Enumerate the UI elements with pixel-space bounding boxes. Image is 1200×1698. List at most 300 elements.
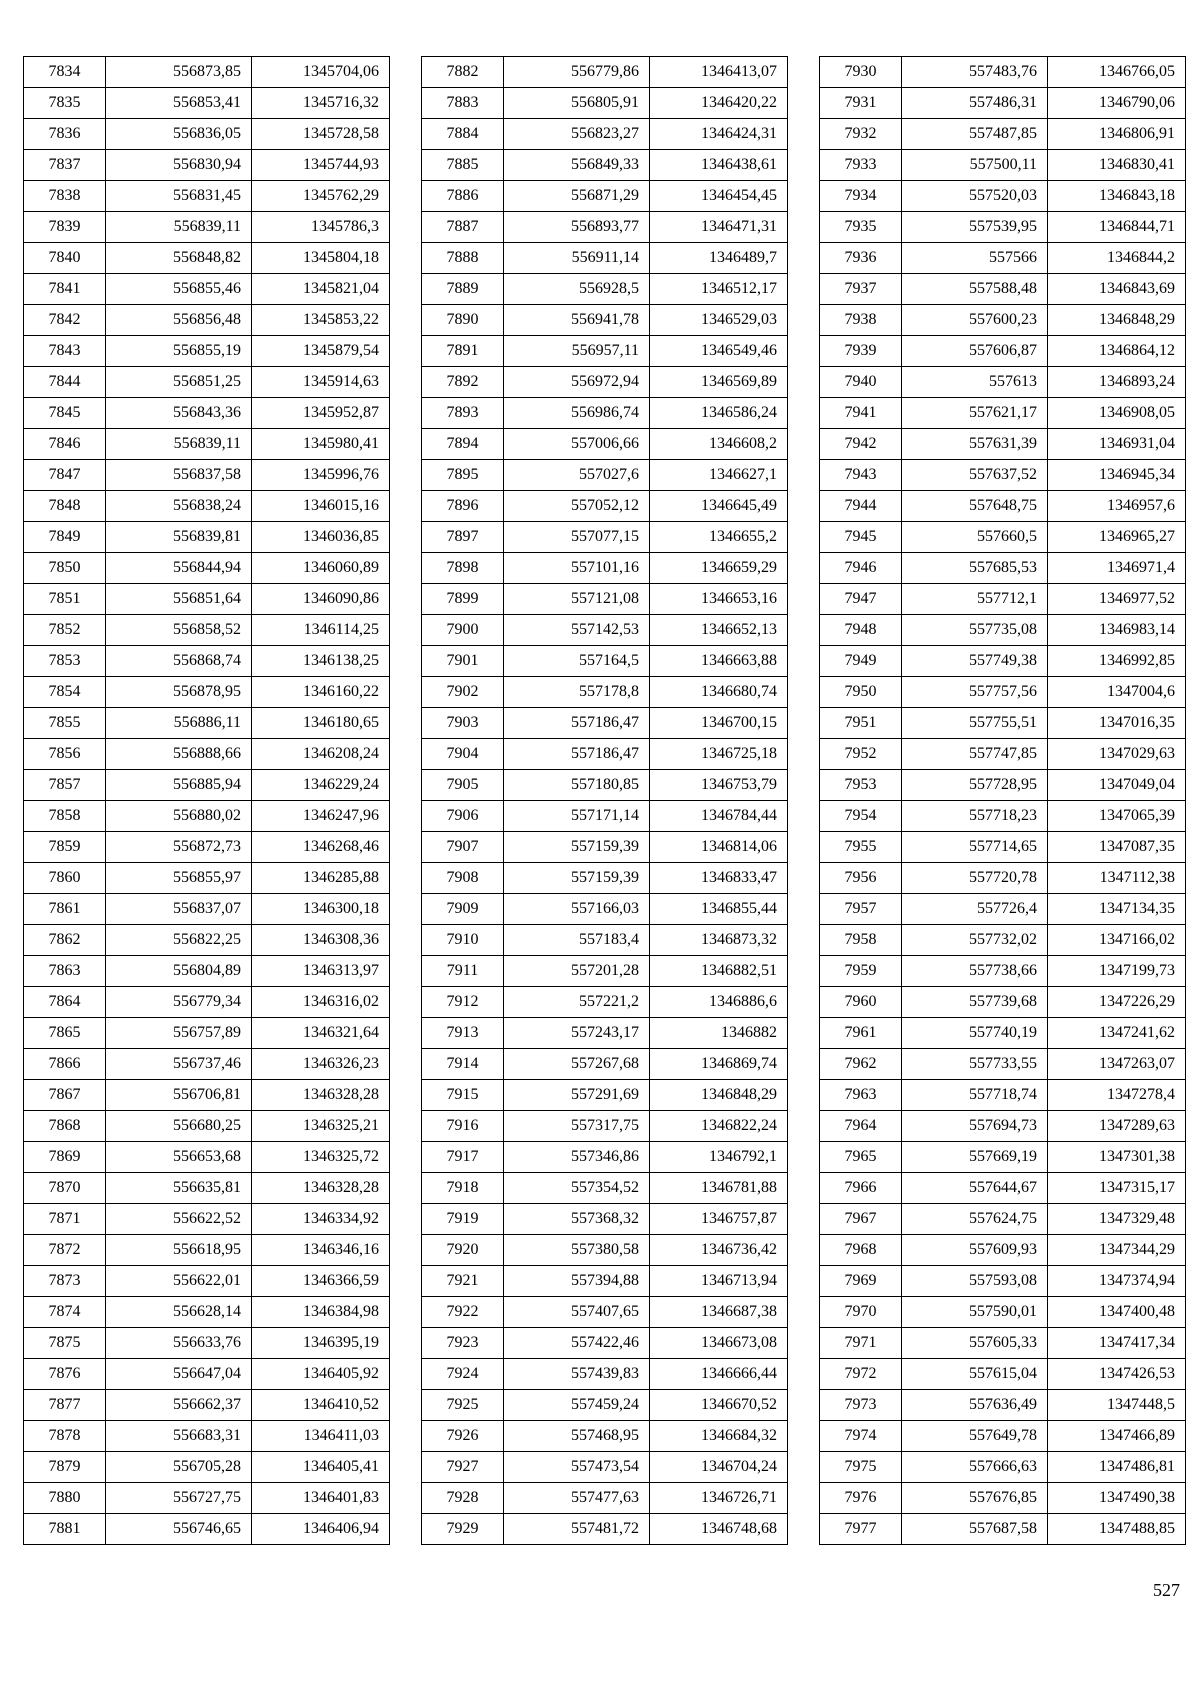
y-coordinate-cell: 1346843,18 (1048, 181, 1186, 212)
point-id-cell: 7954 (820, 801, 902, 832)
table-row (422, 212, 788, 243)
y-coordinate-cell: 1346822,24 (650, 1111, 788, 1142)
y-coordinate-cell: 1346957,6 (1048, 491, 1186, 522)
point-id-cell: 7876 (24, 1359, 106, 1390)
table-row (820, 1142, 1186, 1173)
table-row (24, 274, 390, 305)
point-id-cell: 7970 (820, 1297, 902, 1328)
point-id-cell: 7942 (820, 429, 902, 460)
y-coordinate-cell: 1346844,2 (1048, 243, 1186, 274)
table-row (422, 460, 788, 491)
x-coordinate-cell: 557477,63 (504, 1483, 650, 1514)
table-row (820, 1111, 1186, 1142)
point-id-cell: 7835 (24, 88, 106, 119)
point-id-cell: 7858 (24, 801, 106, 832)
x-coordinate-cell: 556853,41 (106, 88, 252, 119)
y-coordinate-cell: 1346687,38 (650, 1297, 788, 1328)
x-coordinate-cell: 557666,63 (902, 1452, 1048, 1483)
table-row (24, 770, 390, 801)
x-coordinate-cell: 557718,74 (902, 1080, 1048, 1111)
table-row (24, 832, 390, 863)
y-coordinate-cell: 1347344,29 (1048, 1235, 1186, 1266)
x-coordinate-cell: 557566 (902, 243, 1048, 274)
x-coordinate-cell: 557186,47 (504, 708, 650, 739)
table-row (820, 336, 1186, 367)
point-id-cell: 7909 (422, 894, 504, 925)
x-coordinate-cell: 556839,81 (106, 522, 252, 553)
x-coordinate-cell: 556886,11 (106, 708, 252, 739)
x-coordinate-cell: 557481,72 (504, 1514, 650, 1545)
point-id-cell: 7861 (24, 894, 106, 925)
x-coordinate-cell: 557631,39 (902, 429, 1048, 460)
table-row (820, 57, 1186, 88)
x-coordinate-cell: 557755,51 (902, 708, 1048, 739)
x-coordinate-cell: 557649,78 (902, 1421, 1048, 1452)
x-coordinate-cell: 556855,19 (106, 336, 252, 367)
x-coordinate-cell: 557747,85 (902, 739, 1048, 770)
table-row (820, 925, 1186, 956)
point-id-cell: 7837 (24, 150, 106, 181)
table-row (820, 1452, 1186, 1483)
table-row (422, 336, 788, 367)
x-coordinate-cell: 556843,36 (106, 398, 252, 429)
x-coordinate-cell: 557588,48 (902, 274, 1048, 305)
table-row (820, 305, 1186, 336)
x-coordinate-cell: 556633,76 (106, 1328, 252, 1359)
point-id-cell: 7919 (422, 1204, 504, 1235)
point-id-cell: 7889 (422, 274, 504, 305)
y-coordinate-cell: 1345716,32 (252, 88, 390, 119)
x-coordinate-cell: 556855,46 (106, 274, 252, 305)
x-coordinate-cell: 557624,75 (902, 1204, 1048, 1235)
y-coordinate-cell: 1347466,89 (1048, 1421, 1186, 1452)
point-id-cell: 7935 (820, 212, 902, 243)
table-row (24, 1390, 390, 1421)
y-coordinate-cell: 1345952,87 (252, 398, 390, 429)
table-row (24, 460, 390, 491)
y-coordinate-cell: 1346680,74 (650, 677, 788, 708)
table-row (820, 88, 1186, 119)
point-id-cell: 7956 (820, 863, 902, 894)
table-row (820, 1297, 1186, 1328)
table-row (24, 708, 390, 739)
y-coordinate-cell: 1345853,22 (252, 305, 390, 336)
point-id-cell: 7843 (24, 336, 106, 367)
x-coordinate-cell: 557077,15 (504, 522, 650, 553)
point-id-cell: 7932 (820, 119, 902, 150)
y-coordinate-cell: 1347263,07 (1048, 1049, 1186, 1080)
point-id-cell: 7926 (422, 1421, 504, 1452)
point-id-cell: 7845 (24, 398, 106, 429)
x-coordinate-cell: 556972,94 (504, 367, 650, 398)
x-coordinate-cell: 557539,95 (902, 212, 1048, 243)
point-id-cell: 7899 (422, 584, 504, 615)
point-id-cell: 7945 (820, 522, 902, 553)
x-coordinate-cell: 556622,01 (106, 1266, 252, 1297)
table-row (422, 1173, 788, 1204)
point-id-cell: 7964 (820, 1111, 902, 1142)
point-id-cell: 7961 (820, 1018, 902, 1049)
x-coordinate-cell: 557749,38 (902, 646, 1048, 677)
x-coordinate-cell: 556680,25 (106, 1111, 252, 1142)
x-coordinate-cell: 556844,94 (106, 553, 252, 584)
table-row (422, 1452, 788, 1483)
table-row (422, 801, 788, 832)
table-row (820, 894, 1186, 925)
y-coordinate-cell: 1346684,32 (650, 1421, 788, 1452)
x-coordinate-cell: 557027,6 (504, 460, 650, 491)
y-coordinate-cell: 1345879,54 (252, 336, 390, 367)
x-coordinate-cell: 557728,95 (902, 770, 1048, 801)
table-row (422, 398, 788, 429)
y-coordinate-cell: 1345762,29 (252, 181, 390, 212)
point-id-cell: 7841 (24, 274, 106, 305)
x-coordinate-cell: 556868,74 (106, 646, 252, 677)
x-coordinate-cell: 557468,95 (504, 1421, 650, 1452)
table-row (422, 987, 788, 1018)
point-id-cell: 7855 (24, 708, 106, 739)
y-coordinate-cell: 1346608,2 (650, 429, 788, 460)
x-coordinate-cell: 556628,14 (106, 1297, 252, 1328)
x-coordinate-cell: 557636,49 (902, 1390, 1048, 1421)
x-coordinate-cell: 556779,34 (106, 987, 252, 1018)
point-id-cell: 7867 (24, 1080, 106, 1111)
table-row (24, 88, 390, 119)
table-row (422, 584, 788, 615)
y-coordinate-cell: 1347004,6 (1048, 677, 1186, 708)
table-row (820, 1080, 1186, 1111)
y-coordinate-cell: 1346180,65 (252, 708, 390, 739)
point-id-cell: 7879 (24, 1452, 106, 1483)
table-row (820, 398, 1186, 429)
x-coordinate-cell: 556836,05 (106, 119, 252, 150)
x-coordinate-cell: 556705,28 (106, 1452, 252, 1483)
point-id-cell: 7916 (422, 1111, 504, 1142)
table-row (422, 646, 788, 677)
y-coordinate-cell: 1346848,29 (1048, 305, 1186, 336)
point-id-cell: 7974 (820, 1421, 902, 1452)
y-coordinate-cell: 1346308,36 (252, 925, 390, 956)
table-row (24, 1328, 390, 1359)
point-id-cell: 7960 (820, 987, 902, 1018)
table-row (24, 150, 390, 181)
x-coordinate-cell: 556746,65 (106, 1514, 252, 1545)
point-id-cell: 7944 (820, 491, 902, 522)
table-row (422, 553, 788, 584)
y-coordinate-cell: 1346015,16 (252, 491, 390, 522)
point-id-cell: 7910 (422, 925, 504, 956)
x-coordinate-cell: 556779,86 (504, 57, 650, 88)
x-coordinate-cell: 557142,53 (504, 615, 650, 646)
y-coordinate-cell: 1346748,68 (650, 1514, 788, 1545)
point-id-cell: 7975 (820, 1452, 902, 1483)
x-coordinate-cell: 556805,91 (504, 88, 650, 119)
x-coordinate-cell: 556831,45 (106, 181, 252, 212)
point-id-cell: 7890 (422, 305, 504, 336)
table-row (24, 801, 390, 832)
point-id-cell: 7915 (422, 1080, 504, 1111)
x-coordinate-cell: 557660,5 (902, 522, 1048, 553)
y-coordinate-cell: 1346844,71 (1048, 212, 1186, 243)
y-coordinate-cell: 1346405,92 (252, 1359, 390, 1390)
point-id-cell: 7863 (24, 956, 106, 987)
table-row (820, 522, 1186, 553)
y-coordinate-cell: 1346753,79 (650, 770, 788, 801)
table-row (422, 1080, 788, 1111)
y-coordinate-cell: 1346114,25 (252, 615, 390, 646)
table-row (422, 863, 788, 894)
point-id-cell: 7901 (422, 646, 504, 677)
y-coordinate-cell: 1346411,03 (252, 1421, 390, 1452)
point-id-cell: 7952 (820, 739, 902, 770)
y-coordinate-cell: 1346410,52 (252, 1390, 390, 1421)
table-row (422, 832, 788, 863)
table-row (24, 212, 390, 243)
point-id-cell: 7885 (422, 150, 504, 181)
point-id-cell: 7957 (820, 894, 902, 925)
table-row (820, 615, 1186, 646)
table-row (422, 150, 788, 181)
y-coordinate-cell: 1346268,46 (252, 832, 390, 863)
point-id-cell: 7847 (24, 460, 106, 491)
x-coordinate-cell: 556804,89 (106, 956, 252, 987)
y-coordinate-cell: 1346395,19 (252, 1328, 390, 1359)
y-coordinate-cell: 1346406,94 (252, 1514, 390, 1545)
y-coordinate-cell: 1346886,6 (650, 987, 788, 1018)
table-row (422, 57, 788, 88)
point-id-cell: 7897 (422, 522, 504, 553)
y-coordinate-cell: 1346704,24 (650, 1452, 788, 1483)
point-id-cell: 7854 (24, 677, 106, 708)
table-row (422, 522, 788, 553)
y-coordinate-cell: 1346659,29 (650, 553, 788, 584)
y-coordinate-cell: 1346036,85 (252, 522, 390, 553)
point-id-cell: 7949 (820, 646, 902, 677)
y-coordinate-cell: 1346848,29 (650, 1080, 788, 1111)
x-coordinate-cell: 556838,24 (106, 491, 252, 522)
x-coordinate-cell: 557121,08 (504, 584, 650, 615)
point-id-cell: 7917 (422, 1142, 504, 1173)
point-id-cell: 7914 (422, 1049, 504, 1080)
y-coordinate-cell: 1346321,64 (252, 1018, 390, 1049)
y-coordinate-cell: 1346726,71 (650, 1483, 788, 1514)
point-id-cell: 7939 (820, 336, 902, 367)
y-coordinate-cell: 1346655,2 (650, 522, 788, 553)
x-coordinate-cell: 557735,08 (902, 615, 1048, 646)
x-coordinate-cell: 557712,1 (902, 584, 1048, 615)
x-coordinate-cell: 556822,25 (106, 925, 252, 956)
table-row (820, 243, 1186, 274)
point-id-cell: 7859 (24, 832, 106, 863)
y-coordinate-cell: 1347226,29 (1048, 987, 1186, 1018)
y-coordinate-cell: 1346790,06 (1048, 88, 1186, 119)
point-id-cell: 7903 (422, 708, 504, 739)
y-coordinate-cell: 1346653,16 (650, 584, 788, 615)
table-row (24, 956, 390, 987)
y-coordinate-cell: 1346814,06 (650, 832, 788, 863)
y-coordinate-cell: 1346652,13 (650, 615, 788, 646)
point-id-cell: 7860 (24, 863, 106, 894)
table-row (820, 1390, 1186, 1421)
x-coordinate-cell: 556823,27 (504, 119, 650, 150)
y-coordinate-cell: 1347400,48 (1048, 1297, 1186, 1328)
y-coordinate-cell: 1346401,83 (252, 1483, 390, 1514)
y-coordinate-cell: 1346229,24 (252, 770, 390, 801)
x-coordinate-cell: 557459,24 (504, 1390, 650, 1421)
point-id-cell: 7937 (820, 274, 902, 305)
point-id-cell: 7892 (422, 367, 504, 398)
x-coordinate-cell: 556622,52 (106, 1204, 252, 1235)
point-id-cell: 7931 (820, 88, 902, 119)
table-row (24, 739, 390, 770)
table-row (820, 1173, 1186, 1204)
x-coordinate-cell: 556662,37 (106, 1390, 252, 1421)
y-coordinate-cell: 1346247,96 (252, 801, 390, 832)
x-coordinate-cell: 557346,86 (504, 1142, 650, 1173)
y-coordinate-cell: 1345728,58 (252, 119, 390, 150)
table-row (820, 553, 1186, 584)
table-row (24, 1142, 390, 1173)
y-coordinate-cell: 1346529,03 (650, 305, 788, 336)
table-row (24, 615, 390, 646)
point-id-cell: 7898 (422, 553, 504, 584)
x-coordinate-cell: 557006,66 (504, 429, 650, 460)
x-coordinate-cell: 557757,56 (902, 677, 1048, 708)
point-id-cell: 7918 (422, 1173, 504, 1204)
y-coordinate-cell: 1346090,86 (252, 584, 390, 615)
point-id-cell: 7896 (422, 491, 504, 522)
y-coordinate-cell: 1346725,18 (650, 739, 788, 770)
table-row (24, 398, 390, 429)
y-coordinate-cell: 1347049,04 (1048, 770, 1186, 801)
point-id-cell: 7883 (422, 88, 504, 119)
y-coordinate-cell: 1345786,3 (252, 212, 390, 243)
point-id-cell: 7888 (422, 243, 504, 274)
point-id-cell: 7866 (24, 1049, 106, 1080)
x-coordinate-cell: 557354,52 (504, 1173, 650, 1204)
y-coordinate-cell: 1346471,31 (650, 212, 788, 243)
x-coordinate-cell: 557159,39 (504, 863, 650, 894)
table-row (422, 1390, 788, 1421)
y-coordinate-cell: 1346346,16 (252, 1235, 390, 1266)
x-coordinate-cell: 557486,31 (902, 88, 1048, 119)
point-id-cell: 7887 (422, 212, 504, 243)
point-id-cell: 7853 (24, 646, 106, 677)
x-coordinate-cell: 556737,46 (106, 1049, 252, 1080)
point-id-cell: 7967 (820, 1204, 902, 1235)
table-row (820, 863, 1186, 894)
point-id-cell: 7869 (24, 1142, 106, 1173)
table-row (820, 274, 1186, 305)
point-id-cell: 7836 (24, 119, 106, 150)
table-row (422, 1235, 788, 1266)
point-id-cell: 7940 (820, 367, 902, 398)
table-row (24, 1483, 390, 1514)
table-row (820, 429, 1186, 460)
point-id-cell: 7870 (24, 1173, 106, 1204)
point-id-cell: 7894 (422, 429, 504, 460)
table-row (422, 367, 788, 398)
y-coordinate-cell: 1347488,85 (1048, 1514, 1186, 1545)
x-coordinate-cell: 556888,66 (106, 739, 252, 770)
x-coordinate-cell: 557178,8 (504, 677, 650, 708)
table-row (422, 1018, 788, 1049)
point-id-cell: 7962 (820, 1049, 902, 1080)
y-coordinate-cell: 1346586,24 (650, 398, 788, 429)
x-coordinate-cell: 557201,28 (504, 956, 650, 987)
y-coordinate-cell: 1346666,44 (650, 1359, 788, 1390)
point-id-cell: 7953 (820, 770, 902, 801)
y-coordinate-cell: 1346893,24 (1048, 367, 1186, 398)
y-coordinate-cell: 1346781,88 (650, 1173, 788, 1204)
y-coordinate-cell: 1346405,41 (252, 1452, 390, 1483)
y-coordinate-cell: 1347029,63 (1048, 739, 1186, 770)
x-coordinate-cell: 557738,66 (902, 956, 1048, 987)
y-coordinate-cell: 1346766,05 (1048, 57, 1186, 88)
x-coordinate-cell: 556871,29 (504, 181, 650, 212)
table-row (24, 987, 390, 1018)
x-coordinate-cell: 557718,23 (902, 801, 1048, 832)
x-coordinate-cell: 557714,65 (902, 832, 1048, 863)
y-coordinate-cell: 1345821,04 (252, 274, 390, 305)
point-id-cell: 7874 (24, 1297, 106, 1328)
point-id-cell: 7958 (820, 925, 902, 956)
point-id-cell: 7906 (422, 801, 504, 832)
point-id-cell: 7875 (24, 1328, 106, 1359)
x-coordinate-cell: 557422,46 (504, 1328, 650, 1359)
x-coordinate-cell: 557159,39 (504, 832, 650, 863)
x-coordinate-cell: 557368,32 (504, 1204, 650, 1235)
table-row (24, 1266, 390, 1297)
table-row (820, 1266, 1186, 1297)
y-coordinate-cell: 1346869,74 (650, 1049, 788, 1080)
table-row (24, 677, 390, 708)
point-id-cell: 7933 (820, 150, 902, 181)
table-row (820, 150, 1186, 181)
y-coordinate-cell: 1346060,89 (252, 553, 390, 584)
point-id-cell: 7923 (422, 1328, 504, 1359)
point-id-cell: 7973 (820, 1390, 902, 1421)
x-coordinate-cell: 557267,68 (504, 1049, 650, 1080)
point-id-cell: 7884 (422, 119, 504, 150)
y-coordinate-cell: 1346325,21 (252, 1111, 390, 1142)
x-coordinate-cell: 557732,02 (902, 925, 1048, 956)
y-coordinate-cell: 1346325,72 (252, 1142, 390, 1173)
point-id-cell: 7950 (820, 677, 902, 708)
x-coordinate-cell: 557500,11 (902, 150, 1048, 181)
y-coordinate-cell: 1346945,34 (1048, 460, 1186, 491)
table-row (820, 1018, 1186, 1049)
x-coordinate-cell: 556683,31 (106, 1421, 252, 1452)
point-id-cell: 7976 (820, 1483, 902, 1514)
x-coordinate-cell: 556839,11 (106, 212, 252, 243)
point-id-cell: 7924 (422, 1359, 504, 1390)
x-coordinate-cell: 557590,01 (902, 1297, 1048, 1328)
point-id-cell: 7921 (422, 1266, 504, 1297)
x-coordinate-cell: 557483,76 (902, 57, 1048, 88)
table-row (422, 1297, 788, 1328)
table-row (820, 119, 1186, 150)
y-coordinate-cell: 1347448,5 (1048, 1390, 1186, 1421)
y-coordinate-cell: 1345914,63 (252, 367, 390, 398)
table-row (24, 1297, 390, 1328)
point-id-cell: 7946 (820, 553, 902, 584)
point-id-cell: 7891 (422, 336, 504, 367)
table-row (820, 708, 1186, 739)
table-row (820, 1049, 1186, 1080)
table-row (24, 491, 390, 522)
x-coordinate-cell: 557186,47 (504, 739, 650, 770)
